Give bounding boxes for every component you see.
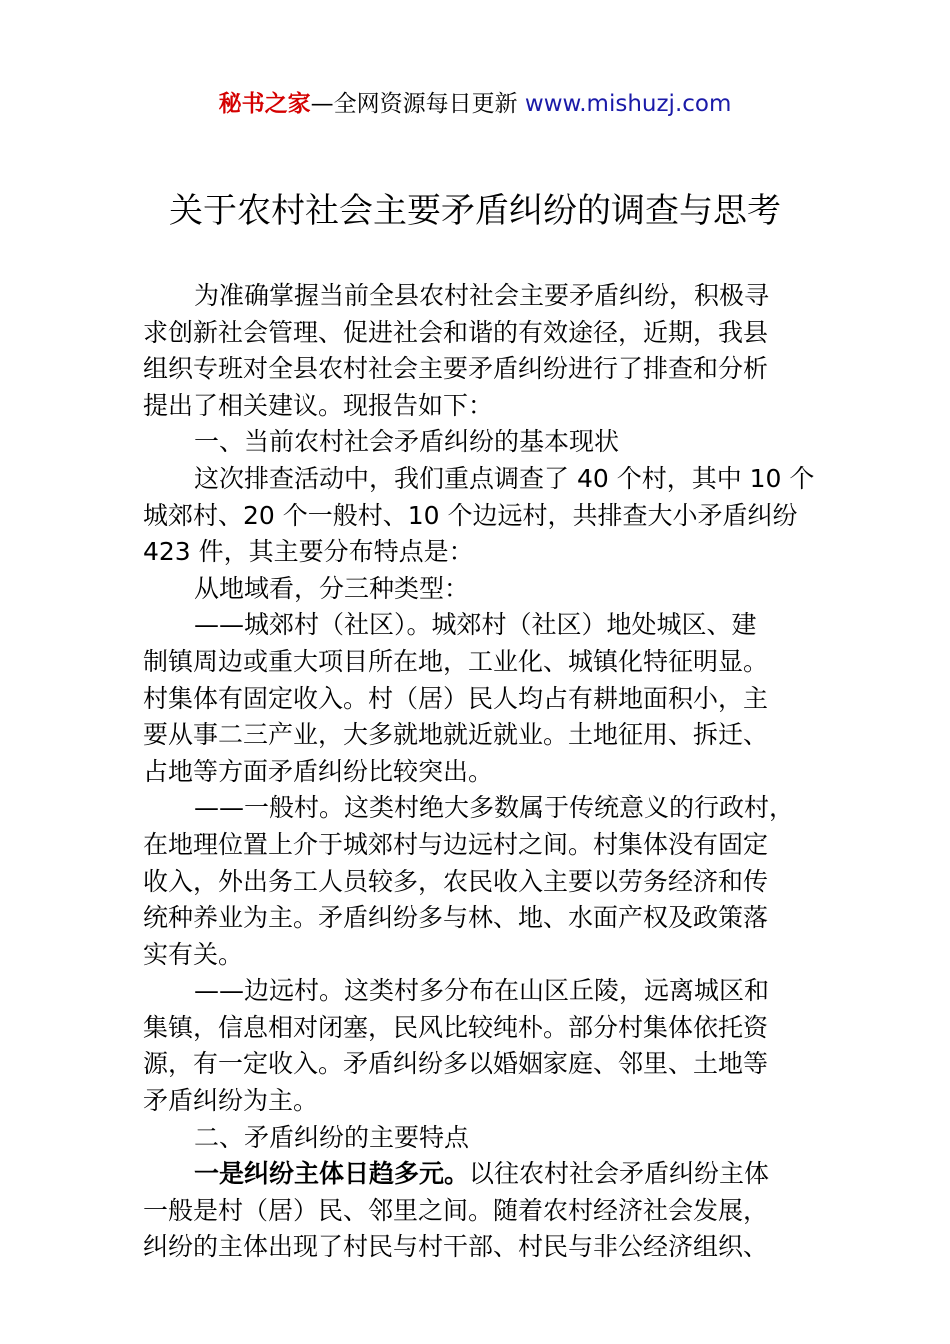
site-url[interactable]: www.mishuzj.com [524, 91, 732, 117]
site-tagline: —全网资源每日更新 [310, 91, 525, 117]
body-line-rest: 以往农村社会矛盾纠纷主体 [469, 1159, 770, 1189]
body-line: 矛盾纠纷为主。 [143, 1086, 319, 1116]
body-line: 城郊村、20 个一般村、10 个边远村，共排查大小矛盾纠纷 [143, 500, 798, 530]
body-line: ——边远村。这类村多分布在山区丘陵，远离城区和 [194, 976, 770, 1006]
body-line: ——一般村。这类村绝大多数属于传统意义的行政村， [194, 793, 795, 823]
body-line: 占地等方面矛盾纠纷比较突出。 [143, 756, 494, 786]
bold-lead-phrase: 一是纠纷主体日趋多元。 [194, 1159, 470, 1189]
body-line: 423 件，其主要分布特点是： [143, 537, 474, 567]
body-line [143, 1156, 807, 1193]
body-line: 要从事二三产业，大多就地就近就业。土地征用、拆迁、 [143, 720, 769, 750]
body-line: 组织专班对全县农村社会主要矛盾纠纷进行了排查和分析 [143, 354, 769, 384]
body-line: 一般是村（居）民、邻里之间。随着农村经济社会发展， [143, 1195, 769, 1225]
document-body [143, 278, 815, 1266]
body-line: 纠纷的主体出现了村民与村干部、村民与非公经济组织、 [143, 1232, 769, 1262]
body-line: 收入，外出务工人员较多，农民收入主要以劳务经济和传 [143, 866, 769, 896]
site-brand: 秘书之家 [218, 91, 311, 117]
body-line: 村集体有固定收入。村（居）民人均占有耕地面积小，主 [143, 683, 769, 713]
body-line: 为准确掌握当前全县农村社会主要矛盾纠纷，积极寻 [194, 281, 770, 310]
body-line: 实有关。 [143, 939, 244, 969]
body-line: 求创新社会管理、促进社会和谐的有效途径，近期，我县 [143, 317, 769, 347]
site-header [0, 88, 950, 120]
body-line: 统种养业为主。矛盾纠纷多与林、地、水面产权及政策落 [143, 903, 769, 933]
body-line: ——城郊村（社区）。城郊村（社区）地处城区、建 [194, 610, 757, 640]
body-line: 从地域看，分三种类型： [194, 573, 470, 603]
body-line: 源，有一定收入。矛盾纠纷多以婚姻家庭、邻里、土地等 [143, 1049, 769, 1079]
body-line: 这次排查活动中，我们重点调查了 40 个村，其中 10 个 [194, 463, 815, 493]
body-line: 集镇，信息相对闭塞，民风比较纯朴。部分村集体依托资 [143, 1012, 769, 1042]
section-heading-1: 一、当前农村社会矛盾纠纷的基本现状 [194, 427, 620, 457]
body-line: 在地理位置上介于城郊村与边远村之间。村集体没有固定 [143, 829, 769, 859]
section-heading-2: 二、矛盾纠纷的主要特点 [194, 1122, 470, 1152]
body-line: 提出了相关建议。现报告如下： [143, 390, 494, 420]
document-title: 关于农村社会主要矛盾纠纷的调查与思考 [169, 191, 781, 231]
body-line: 制镇周边或重大项目所在地，工业化、城镇化特征明显。 [143, 646, 769, 676]
